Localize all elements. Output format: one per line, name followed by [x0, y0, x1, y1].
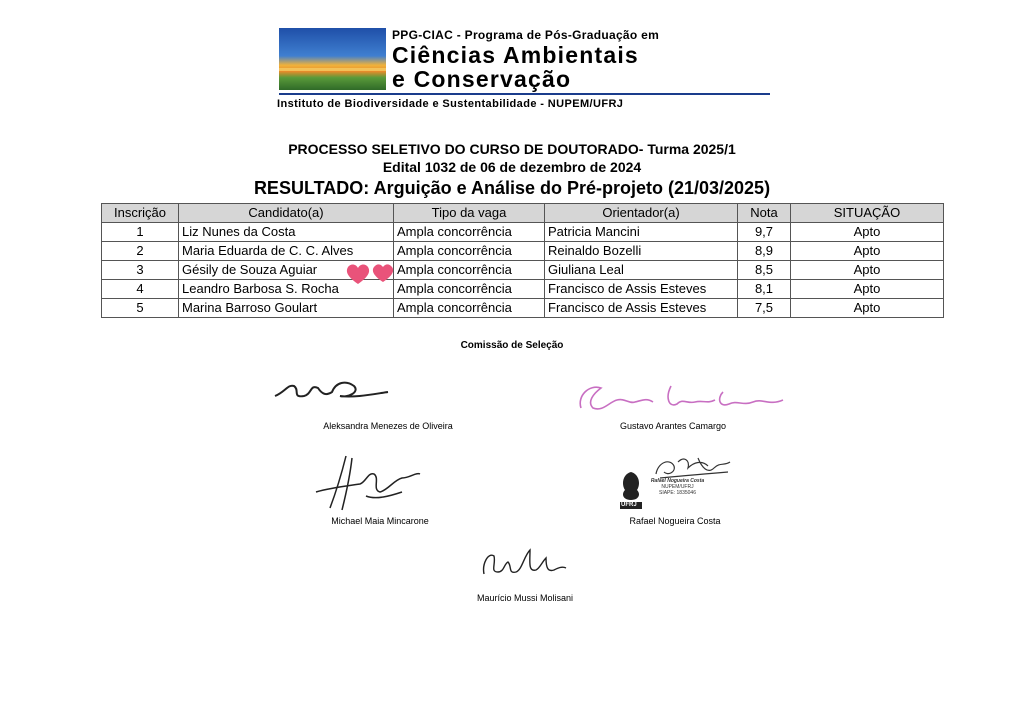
cell-situacao: Apto: [791, 280, 944, 299]
table-row: [102, 223, 944, 242]
cell-inscricao: 1: [102, 223, 179, 242]
table-row: [102, 261, 944, 280]
cell-candidato: Marina Barroso Goulart: [179, 299, 394, 318]
table-row: [102, 299, 944, 318]
header-divider: [279, 93, 770, 95]
signature-mauricio: [478, 546, 570, 580]
selection-process-title: PROCESSO SELETIVO DO CURSO DE DOUTORADO- Turma 2025/1: [288, 141, 736, 157]
signature-name: Michael Maia Mincarone: [331, 516, 429, 526]
cell-tipo: Ampla concorrência: [394, 299, 545, 318]
cell-inscricao: 5: [102, 299, 179, 318]
official-stamp: [650, 478, 705, 496]
signature-name: Aleksandra Menezes de Oliveira: [323, 421, 453, 431]
program-title-line2: e Conservação: [392, 66, 572, 92]
cell-tipo: Ampla concorrência: [394, 242, 545, 261]
cell-nota: 8,1: [738, 280, 791, 299]
cell-tipo: Ampla concorrência: [394, 261, 545, 280]
cell-orientador: Francisco de Assis Esteves: [545, 280, 738, 299]
program-title-line1: Ciências Ambientais: [392, 42, 639, 68]
cell-inscricao: 2: [102, 242, 179, 261]
program-name: PPG-CIAC - Programa de Pós-Graduação em: [392, 28, 660, 42]
ufrj-logo-text: UFRJ: [621, 502, 637, 508]
cell-nota: 9,7: [738, 223, 791, 242]
col-header-candidato: Candidato(a): [179, 204, 394, 223]
cell-tipo: Ampla concorrência: [394, 280, 545, 299]
stamp-siape: SIAPE: 1835046: [659, 490, 696, 496]
stamp-unit: NUPEM/UFRJ: [661, 484, 694, 490]
col-header-tipo: Tipo da vaga: [394, 204, 545, 223]
cell-orientador: Giuliana Leal: [545, 261, 738, 280]
signature-gustavo: [573, 378, 793, 420]
cell-nota: 8,9: [738, 242, 791, 261]
col-header-orientador: Orientador(a): [545, 204, 738, 223]
table-row: [102, 280, 944, 299]
cell-situacao: Apto: [791, 261, 944, 280]
signature-aleksandra: [270, 372, 395, 408]
col-header-nota: Nota: [738, 204, 791, 223]
cell-situacao: Apto: [791, 242, 944, 261]
cell-candidato: Gésily de Souza Aguiar: [179, 261, 394, 280]
cell-situacao: Apto: [791, 299, 944, 318]
cell-inscricao: 4: [102, 280, 179, 299]
commission-title: Comissão de Seleção: [460, 340, 564, 351]
signature-name: Maurício Mussi Molisani: [476, 593, 574, 603]
cell-orientador: Francisco de Assis Esteves: [545, 299, 738, 318]
cell-nota: 7,5: [738, 299, 791, 318]
program-logo-image: [279, 28, 386, 90]
table-header-row: [102, 204, 944, 223]
hearts-icon: [345, 262, 399, 286]
cell-orientador: Reinaldo Bozelli: [545, 242, 738, 261]
results-table: [101, 203, 944, 318]
result-title: RESULTADO: Arguição e Análise do Pré-projeto (21/03/2025): [253, 178, 771, 198]
col-header-situacao: SITUAÇÃO: [791, 204, 944, 223]
institute-name: Instituto de Biodiversidade e Sustentabilidade - NUPEM/UFRJ: [277, 98, 624, 110]
cell-candidato: Liz Nunes da Costa: [179, 223, 394, 242]
cell-candidato: Maria Eduarda de C. C. Alves: [179, 242, 394, 261]
stamp-name: Rafael Nogueira Costa: [650, 478, 705, 484]
col-header-inscricao: Inscrição: [102, 204, 179, 223]
signature-name: Gustavo Arantes Camargo: [619, 421, 727, 431]
cell-inscricao: 3: [102, 261, 179, 280]
table-row: [102, 242, 944, 261]
signature-michael: [306, 452, 426, 514]
cell-nota: 8,5: [738, 261, 791, 280]
edital-title: Edital 1032 de 06 de dezembro de 2024: [382, 159, 642, 175]
cell-orientador: Patricia Mancini: [545, 223, 738, 242]
cell-candidato: Leandro Barbosa S. Rocha: [179, 280, 394, 299]
signature-name: Rafael Nogueira Costa: [629, 516, 721, 526]
cell-situacao: Apto: [791, 223, 944, 242]
cell-tipo: Ampla concorrência: [394, 223, 545, 242]
